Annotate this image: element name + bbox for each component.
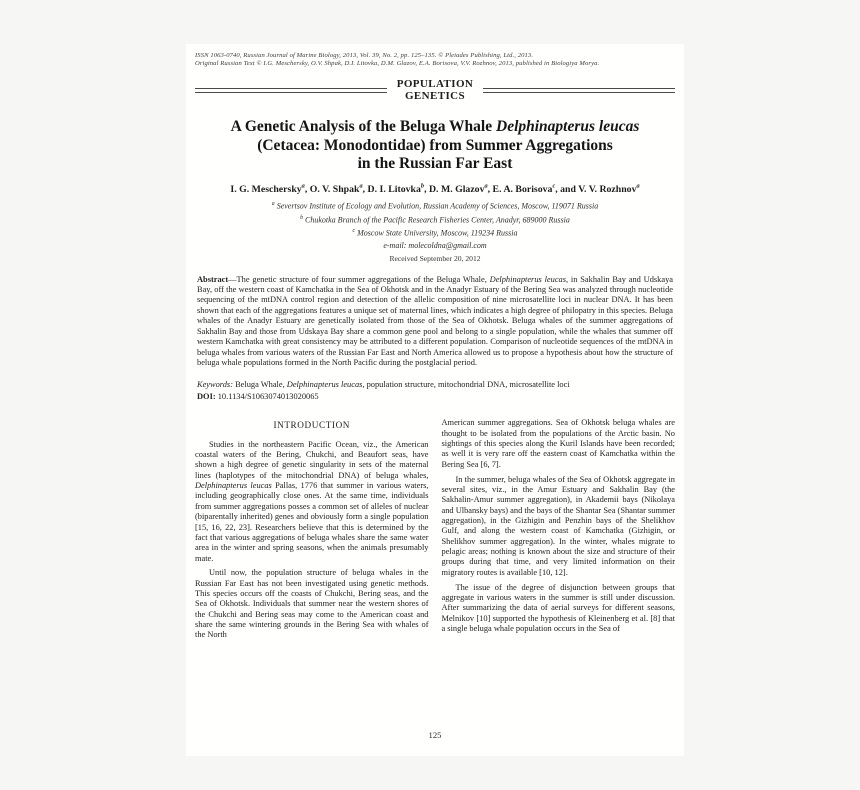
author (310, 184, 368, 195)
title-line1-text: A Genetic Analysis of the Beluga Whale (230, 118, 496, 136)
abstract (197, 275, 673, 369)
original-text-line: Original Russian Text © I.G. Meschersky, O.V. Shpak, D.I. Litovka, D.M. Glazov, E.A. Borisova, V.V. Rozhnov, 2013, published in Biologiya Morya. (195, 60, 600, 68)
author-affil-mark: a (484, 182, 488, 190)
author-name: D. M. Glazov (428, 184, 485, 196)
journal-page (186, 44, 684, 756)
title-species-name: Delphinapterus leucas (496, 118, 640, 136)
author-separator: , (424, 184, 429, 196)
affiliation (195, 199, 675, 212)
keywords-line (197, 380, 673, 390)
paragraph-text: Pallas, 1776 that summer in various waters, including geographically close ones. At the same time, individuals from summer aggregations posses a common set of alleles of nuclear (biparentally inherited) genes and obviously form a single population [15, 16, 22, 23]. Researchers believe that this is determined by the fact that various aggregations of beluga whales share the same water area in the winter and spring seasons, when the animals presumably mate. (195, 481, 429, 563)
keywords-label: Keywords: (197, 379, 233, 389)
author-separator: , (304, 184, 310, 196)
author-name: I. G. Meschersky (230, 184, 302, 196)
section-banner-title (387, 79, 484, 102)
affiliation-text: Chukotka Branch of the Pacific Research Fisheries Center, Anadyr, 689000 Russia (303, 215, 570, 225)
author (368, 184, 429, 195)
title-line2: (Cetacea: Monodontidae) from Summer Aggregations (257, 136, 613, 154)
affiliation-mark: c (352, 228, 356, 235)
affiliation-mark: a (271, 201, 275, 208)
affiliation-text: Severtsov Institute of Ecology and Evolution, Russian Academy of Sciences, Moscow, 119071 Russia (274, 201, 599, 211)
author (578, 184, 639, 195)
abstract-species-name: Delphinapterus leucas (489, 274, 566, 284)
keywords-text-1: Beluga Whale, (232, 379, 287, 389)
body-paragraph: American summer aggregations. Sea of Okhotsk beluga whales are thought to be isolated from the populations of the Arctic basin. No sightings of this species along the Kuril Islands have been recorded; as well it is very rare off the eastern coast of Kamchatka within the Bering Sea [6, 7]. (441, 418, 675, 469)
doi-value: 10.1134/S1063074013020065 (215, 392, 319, 402)
author (429, 184, 493, 195)
body-paragraph: In the summer, beluga whales of the Sea of Okhotsk aggregate in several sites, viz., in the Amur Estuary and Sakhalin Bay (the Sakhalin-Amur summer aggregation), in Akademii bays (Nikolaya and Ulbansky bays) and the bays of the Shantar Sea (Shantar summer aggregation), in the Gizhigin and Penzhin bays of the Shelikhov Gulf, and along the western coast of Kamchatka (Gizhigin, or Shelikhov summer aggregation). In the winter, whales migrate to pelagic areas; nothing is known about the size and structure of their groups during that time, and very limited information on their migratory routes is available [10, 12]. (441, 474, 675, 577)
author-name: V. V. Rozhnov (578, 184, 637, 196)
email-line: e-mail: molecoldna@gmail.com (383, 240, 487, 250)
body-paragraph: The issue of the degree of disjunction between groups that aggregate in various waters in the summer is still under discussion. After summarizing the data of aerial surveys for different seasons, Melnikov [10] supported the hypothesis of Kleinenberg et al. [8] that a single beluga whale population occurs in the Sea of (441, 582, 675, 633)
author-affil-mark: a (636, 182, 640, 190)
introduction-heading: INTRODUCTION (273, 420, 351, 431)
author-byline (195, 183, 675, 195)
affiliation-text: Moscow State University, Moscow, 119234 Russia (355, 228, 518, 238)
author-name: D. I. Litovka (367, 184, 421, 196)
abstract-label: Abstract (197, 274, 229, 284)
journal-header (195, 52, 675, 68)
issn-line: ISSN 1063-0740, Russian Journal of Marine Biology, 2013, Vol. 39, No. 2, pp. 125–135. © Pleiades Publishing, Ltd., 2013. (195, 52, 534, 59)
paragraph-text: Studies in the northeastern Pacific Ocean, viz., the American coastal waters of the Bering, Chukchi, and Beaufort seas, have shown a high degree of genetic singularity in sets of the maternal lines (haplotypes of the mitochondrial DNA) of beluga whales, (195, 439, 429, 480)
author-separator: , (487, 184, 493, 196)
author-separator: , and (555, 184, 579, 196)
author (230, 184, 309, 195)
author-separator: , (362, 184, 368, 196)
affiliation (195, 213, 675, 226)
affiliation (195, 226, 675, 239)
keywords-text-2: , population structure, mitochondrial DNA, microsatellite loci (362, 379, 570, 389)
article-title (195, 118, 675, 174)
author-name: O. V. Shpak (309, 184, 360, 196)
abstract-text-2: , in Sakhalin Bay and Udskaya Bay, off the western coast of Kamchatka in the Sea of Okhotsk and in the Anadyr Estuary of the Bering Sea was analyzed through nucleotide sequencing of the mtDNA control region and detection of the allelic composition of nine microsatellite loci in nuclear DNA. It has been shown that each of the aggregations features a unique set of maternal lines, which indicates a high degree of philopatry in this species. Beluga whales of the Anadyr Estuary are genetically isolated from those of the Sea of Okhotsk. Beluga whales of the summer aggregations of Sakhalin Bay and those from Udskaya Bay share a common gene pool and belong to a single population, while the whales that summer off western Kamchatka with great consistency may be attributed to a different population. Comparison of nucleotide sequences of the mtDNA in beluga whales from various waters of the Russian Far East and North America allowed us to propose a hypothesis about how the structure of beluga whale populations formed in the North Pacific during the postglacial period. (197, 274, 673, 368)
author (493, 184, 579, 195)
doi-line (197, 392, 673, 402)
author-affil-mark: c (552, 182, 556, 190)
banner-rule-left (195, 88, 387, 93)
author-affil-mark: a (359, 182, 363, 190)
author-affil-mark: a (301, 182, 305, 190)
title-line3: in the Russian Far East (357, 155, 513, 173)
affiliations (195, 199, 675, 239)
keywords-species-name: Delphinapterus leucas (286, 379, 363, 389)
body-paragraph (195, 440, 429, 564)
affiliation-mark: b (300, 214, 304, 221)
banner-rule-right (483, 88, 675, 93)
title-line1 (195, 118, 675, 137)
author-name: E. A. Borisova (492, 184, 553, 196)
section-banner-line2: GENETICS (404, 89, 466, 102)
right-column (442, 418, 676, 640)
species-name: Delphinapterus leucas (195, 481, 272, 491)
doi-label: DOI: (197, 392, 216, 402)
author-affil-mark: b (420, 182, 425, 190)
article-body (195, 418, 675, 640)
body-paragraph: Until now, the population structure of beluga whales in the Russian Far East has not been investigated using genetic methods. This species occurs off the coasts of Chukchi, Bering seas, and the Sea of Okhotsk. Individuals that summer near the western shores of the Chukchi and Bering seas may come to the American coast and share the same wintering grounds in the Bering Sea with whales of the North (195, 568, 429, 640)
section-banner-line1: POPULATION (396, 78, 474, 91)
received-date: Received September 20, 2012 (389, 253, 481, 263)
abstract-text-1: —The genetic structure of four summer aggregations of the Beluga Whale, (228, 274, 490, 284)
section-banner (195, 79, 675, 102)
page-number: 125 (428, 730, 442, 740)
left-column (195, 418, 429, 640)
